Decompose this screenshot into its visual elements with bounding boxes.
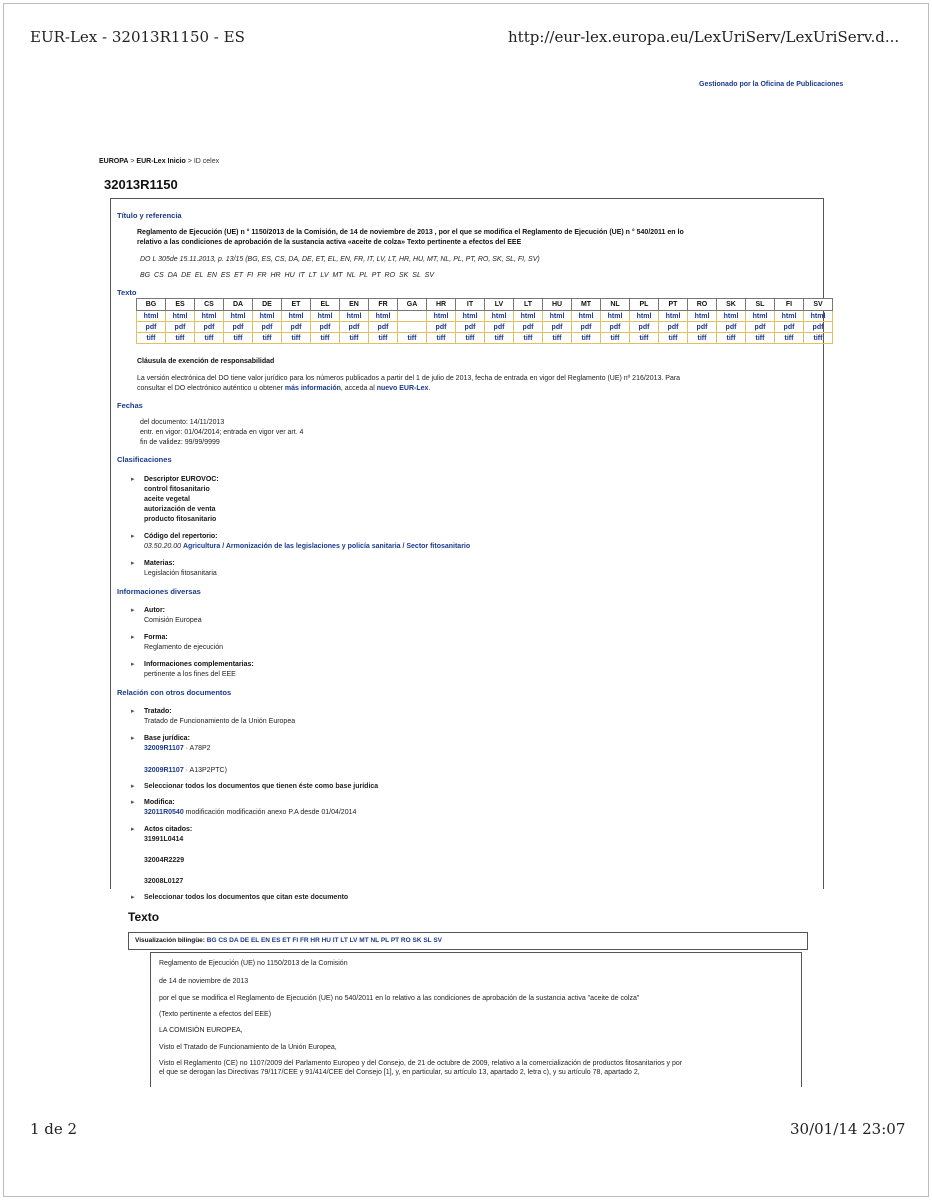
breadcrumb-eurlex[interactable]: EUR-Lex Inicio	[136, 158, 186, 165]
complementary-value: pertinente a los fines del EEE	[144, 671, 236, 678]
section-text: Texto	[117, 288, 137, 297]
pdf-link-sv[interactable]: pdf	[804, 322, 833, 333]
lang-header-lt: LT	[514, 299, 543, 311]
date-entry-force: entr. en vigor: 01/04/2014; entrada en vigor ver art. 4	[140, 429, 304, 436]
legal-basis-label: Base jurídica:	[144, 735, 190, 742]
doc-text-line: Reglamento de Ejecución (UE) no 1150/2013 de la Comisión	[159, 960, 348, 967]
bullet-arrow-icon: ▸	[131, 826, 135, 833]
pdf-link-mt[interactable]: pdf	[572, 322, 601, 333]
lang-header-ro: RO	[688, 299, 717, 311]
repertory-code: 03.50.20.00	[144, 543, 181, 550]
new-eurlex-link[interactable]: nuevo EUR-Lex	[376, 385, 429, 392]
html-link-pl[interactable]: html	[630, 311, 659, 322]
tiff-link-et[interactable]: tiff	[282, 333, 311, 344]
amends-link[interactable]: 32011R0540	[144, 809, 184, 816]
pdf-link-pt[interactable]: pdf	[659, 322, 688, 333]
lang-header-lv: LV	[485, 299, 514, 311]
tiff-link-fr[interactable]: tiff	[369, 333, 398, 344]
pdf-link-it[interactable]: pdf	[456, 322, 485, 333]
repertory-code-label: Código del repertorio:	[144, 533, 218, 540]
doc-text-line: el que se derogan las Directivas 79/117/CEE y 91/414/CEE del Consejo [1], y, en particular, su artículo 13, apartado 2, letra c), y su artículo 78, apartado 2,	[159, 1069, 640, 1076]
tiff-link-sl[interactable]: tiff	[746, 333, 775, 344]
cited-acts-label: Actos citados:	[144, 826, 193, 833]
html-link-es[interactable]: html	[166, 311, 195, 322]
disclaimer-text: .	[428, 385, 431, 392]
html-link-bg[interactable]: html	[137, 311, 166, 322]
tiff-link-pt[interactable]: tiff	[659, 333, 688, 344]
breadcrumb	[99, 158, 219, 165]
tiff-link-da[interactable]: tiff	[224, 333, 253, 344]
pdf-link-sl[interactable]: pdf	[746, 322, 775, 333]
html-link-ga	[398, 311, 427, 322]
html-link-ro[interactable]: html	[688, 311, 717, 322]
lang-header-et: ET	[282, 299, 311, 311]
html-link-lt[interactable]: html	[514, 311, 543, 322]
breadcrumb-sep: >	[128, 158, 137, 165]
tiff-link-fi[interactable]: tiff	[775, 333, 804, 344]
bilingual-display-bar	[128, 932, 808, 950]
cited-act-link[interactable]: 32008L0127	[144, 878, 184, 885]
section-relations: Relación con otros documentos	[117, 688, 232, 697]
repertory-links[interactable]: Agricultura / Armonización de las legislaciones y policía sanitaria / Sector fitosanitario	[182, 543, 471, 550]
pdf-link-nl[interactable]: pdf	[601, 322, 630, 333]
more-info-link[interactable]: más información	[284, 385, 341, 392]
lang-header-sl: SL	[746, 299, 775, 311]
form-value: Reglamento de ejecución	[144, 644, 223, 651]
bilingual-language-links[interactable]: BG CS DA DE EL EN ES ET FI FR HR HU IT LT LV MT NL PL PT RO SK SL SV	[206, 937, 442, 944]
tiff-link-bg[interactable]: tiff	[137, 333, 166, 344]
tiff-link-el[interactable]: tiff	[311, 333, 340, 344]
pdf-link-ga	[398, 322, 427, 333]
html-link-sl[interactable]: html	[746, 311, 775, 322]
subject-value: Legislación fitosanitaria	[144, 570, 217, 577]
lang-header-sk: SK	[717, 299, 746, 311]
tiff-link-ga[interactable]: tiff	[398, 333, 427, 344]
print-footer-page: 1 de 2	[30, 1120, 78, 1138]
breadcrumb-europa[interactable]: EUROPA	[99, 158, 129, 165]
section-dates: Fechas	[117, 401, 143, 410]
section-classifications: Clasificaciones	[117, 455, 172, 464]
pdf-link-ro[interactable]: pdf	[688, 322, 717, 333]
html-link-nl[interactable]: html	[601, 311, 630, 322]
bullet-arrow-icon: ▸	[131, 533, 135, 540]
complementary-label: Informaciones complementarias:	[144, 661, 254, 668]
lang-header-pl: PL	[630, 299, 659, 311]
disclaimer-line2	[137, 384, 430, 394]
bullet-arrow-icon: ▸	[131, 735, 135, 742]
tiff-link-cs[interactable]: tiff	[195, 333, 224, 344]
html-link-hu[interactable]: html	[543, 311, 572, 322]
pdf-link-lv[interactable]: pdf	[485, 322, 514, 333]
tiff-link-sv[interactable]: tiff	[804, 333, 833, 344]
legal-basis-link[interactable]: 32009R1107	[144, 745, 184, 752]
breadcrumb-current: ID celex	[193, 158, 220, 165]
bilingual-label: Visualización bilingüe:	[135, 937, 205, 944]
legal-basis-detail: · A78P2	[183, 745, 211, 752]
lang-header-es: ES	[166, 299, 195, 311]
select-citing-link[interactable]: Seleccionar todos los documentos que citan este documento	[144, 894, 349, 901]
eurovoc-link[interactable]: control fitosanitario	[144, 486, 210, 493]
language-format-table	[136, 298, 833, 344]
lang-header-sv: SV	[804, 299, 833, 311]
cited-act-link[interactable]: 32004R2229	[144, 857, 185, 864]
lang-header-el: EL	[311, 299, 340, 311]
lang-header-ga: GA	[398, 299, 427, 311]
tiff-link-de[interactable]: tiff	[253, 333, 282, 344]
tiff-link-en[interactable]: tiff	[340, 333, 369, 344]
html-link-pt[interactable]: html	[659, 311, 688, 322]
tiff-link-hr[interactable]: tiff	[427, 333, 456, 344]
html-link-lv[interactable]: html	[485, 311, 514, 322]
doc-title-line1: Reglamento de Ejecución (UE) n ° 1150/2013 de la Comisión, de 14 de noviembre de 2013 , por el que se modifica el Reglamento de Ejecución (UE) n ° 540/2011 en lo	[137, 229, 684, 236]
lang-header-en: EN	[340, 299, 369, 311]
tiff-link-pl[interactable]: tiff	[630, 333, 659, 344]
pdf-link-en[interactable]: pdf	[340, 322, 369, 333]
lang-header-fi: FI	[775, 299, 804, 311]
author-value: Comisión Europea	[144, 617, 202, 624]
print-header-url: http://eur-lex.europa.eu/LexUriServ/LexUriServ.d...	[508, 28, 900, 46]
tiff-link-sk[interactable]: tiff	[717, 333, 746, 344]
html-link-de[interactable]: html	[253, 311, 282, 322]
author-label: Autor:	[144, 607, 165, 614]
print-footer-datetime: 30/01/14 23:07	[790, 1120, 906, 1138]
bullet-arrow-icon: ▸	[131, 476, 135, 483]
html-link-da[interactable]: html	[224, 311, 253, 322]
pdf-link-bg[interactable]: pdf	[137, 322, 166, 333]
pdf-link-lt[interactable]: pdf	[514, 322, 543, 333]
section-misc-info: Informaciones diversas	[117, 587, 201, 596]
pdf-link-hr[interactable]: pdf	[427, 322, 456, 333]
lang-header-hu: HU	[543, 299, 572, 311]
pdf-link-pl[interactable]: pdf	[630, 322, 659, 333]
tiff-link-lv[interactable]: tiff	[485, 333, 514, 344]
pdf-link-et[interactable]: pdf	[282, 322, 311, 333]
html-link-en[interactable]: html	[340, 311, 369, 322]
disclaimer-line1: La versión electrónica del DO tiene valor jurídico para los números publicados a partir del 1 de julio de 2013, fecha de entrada en vigor del Reglamento (UE) nº 216/2013. Para	[137, 375, 681, 382]
lang-header-nl: NL	[601, 299, 630, 311]
bullet-arrow-icon: ▸	[131, 607, 135, 614]
pdf-link-de[interactable]: pdf	[253, 322, 282, 333]
cited-act-link[interactable]: 31991L0414	[144, 836, 184, 843]
html-link-it[interactable]: html	[456, 311, 485, 322]
html-link-mt[interactable]: html	[572, 311, 601, 322]
legal-basis-detail: · A13P2PTC)	[183, 767, 227, 774]
pdf-link-fr[interactable]: pdf	[369, 322, 398, 333]
doc-text-line: por el que se modifica el Reglamento de Ejecución (UE) no 540/2011 en lo relativo a las condiciones de aprobación de la sustancia activa "aceite de colza"	[159, 995, 640, 1002]
pdf-link-da[interactable]: pdf	[224, 322, 253, 333]
date-end-validity: fin de validez: 99/99/9999	[140, 439, 220, 446]
html-link-fr[interactable]: html	[369, 311, 398, 322]
disclaimer-text: consultar el DO electrónico auténtico u obtener	[137, 385, 285, 392]
amends-label: Modifica:	[144, 799, 175, 806]
html-link-el[interactable]: html	[311, 311, 340, 322]
pdf-link-es[interactable]: pdf	[166, 322, 195, 333]
legal-basis-link[interactable]: 32009R1107	[144, 767, 184, 774]
section-title-reference: Título y referencia	[117, 211, 182, 220]
bullet-arrow-icon: ▸	[131, 634, 135, 641]
subject-label: Materias:	[144, 560, 175, 567]
treaty-label: Tratado:	[144, 708, 172, 715]
lang-header-hr: HR	[427, 299, 456, 311]
lang-header-fr: FR	[369, 299, 398, 311]
bullet-arrow-icon: ▸	[131, 894, 135, 901]
pdf-link-sk[interactable]: pdf	[717, 322, 746, 333]
lang-header-it: IT	[456, 299, 485, 311]
pdf-link-fi[interactable]: pdf	[775, 322, 804, 333]
bullet-arrow-icon: ▸	[131, 783, 135, 790]
eurovoc-link[interactable]: aceite vegetal	[144, 496, 190, 503]
eurovoc-link[interactable]: producto fitosanitario	[144, 516, 217, 523]
breadcrumb-sep: >	[185, 158, 194, 165]
date-document: del documento: 14/11/2013	[140, 419, 225, 426]
tiff-link-nl[interactable]: tiff	[601, 333, 630, 344]
bullet-arrow-icon: ▸	[131, 799, 135, 806]
lang-header-pt: PT	[659, 299, 688, 311]
form-label: Forma:	[144, 634, 168, 641]
lang-header-bg: BG	[137, 299, 166, 311]
doc-text-line: Visto el Reglamento (CE) no 1107/2009 del Parlamento Europeo y del Consejo, de 21 de octubre de 2009, relativo a la comercialización de productos fitosanitarios y por	[159, 1060, 683, 1067]
disclaimer-title: Cláusula de exención de responsabilidad	[137, 358, 275, 365]
bullet-arrow-icon: ▸	[131, 708, 135, 715]
lang-header-mt: MT	[572, 299, 601, 311]
html-link-cs[interactable]: html	[195, 311, 224, 322]
doc-text-line: de 14 de noviembre de 2013	[159, 978, 249, 985]
html-link-fi[interactable]: html	[775, 311, 804, 322]
pdf-link-hu[interactable]: pdf	[543, 322, 572, 333]
eurovoc-link[interactable]: autorización de venta	[144, 506, 216, 513]
lang-header-de: DE	[253, 299, 282, 311]
page-title: 32013R1150	[104, 177, 178, 192]
eurovoc-label: Descriptor EUROVOC:	[144, 476, 219, 483]
lang-header-da: DA	[224, 299, 253, 311]
doc-title-line2: relativo a las condiciones de aprobación de la sustancia activa «aceite de colza» Texto pertinente a efectos del EEE	[137, 239, 522, 246]
oj-reference: DO L 305de 15.11.2013, p. 13/15 (BG, ES, CS, DA, DE, ET, EL, EN, FR, IT, LV, LT, HR, HU, MT, NL, PL, PT, RO, SK, SL, FI, SV)	[140, 256, 540, 263]
html-link-et[interactable]: html	[282, 311, 311, 322]
treaty-value: Tratado de Funcionamiento de la Unión Europea	[144, 718, 296, 725]
tiff-link-hu[interactable]: tiff	[543, 333, 572, 344]
doc-text-line: Visto el Tratado de Funcionamiento de la Unión Europea,	[159, 1044, 337, 1051]
tiff-link-mt[interactable]: tiff	[572, 333, 601, 344]
html-link-hr[interactable]: html	[427, 311, 456, 322]
lang-header-cs: CS	[195, 299, 224, 311]
html-link-sv[interactable]: html	[804, 311, 833, 322]
text-heading: Texto	[128, 910, 160, 924]
tiff-link-es[interactable]: tiff	[166, 333, 195, 344]
select-legal-basis-link[interactable]: Seleccionar todos los documentos que tienen éste como base jurídica	[144, 783, 379, 790]
doc-text-line: (Texto pertinente a efectos del EEE)	[159, 1011, 272, 1018]
bullet-arrow-icon: ▸	[131, 661, 135, 668]
doc-text-line: LA COMISIÓN EUROPEA,	[159, 1027, 243, 1034]
pdf-link-el[interactable]: pdf	[311, 322, 340, 333]
managed-by-link[interactable]: Gestionado por la Oficina de Publicaciones	[699, 81, 844, 88]
tiff-link-ro[interactable]: tiff	[688, 333, 717, 344]
tiff-link-lt[interactable]: tiff	[514, 333, 543, 344]
tiff-link-it[interactable]: tiff	[456, 333, 485, 344]
available-languages: BG CS DA DE EL EN ES ET FI FR HR HU IT LT LV MT NL PL PT RO SK SL SV	[140, 272, 434, 279]
print-header-title: EUR-Lex - 32013R1150 - ES	[30, 28, 245, 46]
bullet-arrow-icon: ▸	[131, 560, 135, 567]
disclaimer-text: , acceda al	[340, 385, 377, 392]
html-link-sk[interactable]: html	[717, 311, 746, 322]
pdf-link-cs[interactable]: pdf	[195, 322, 224, 333]
amends-detail: modificación modificación anexo P.A desde 01/04/2014	[183, 809, 357, 816]
